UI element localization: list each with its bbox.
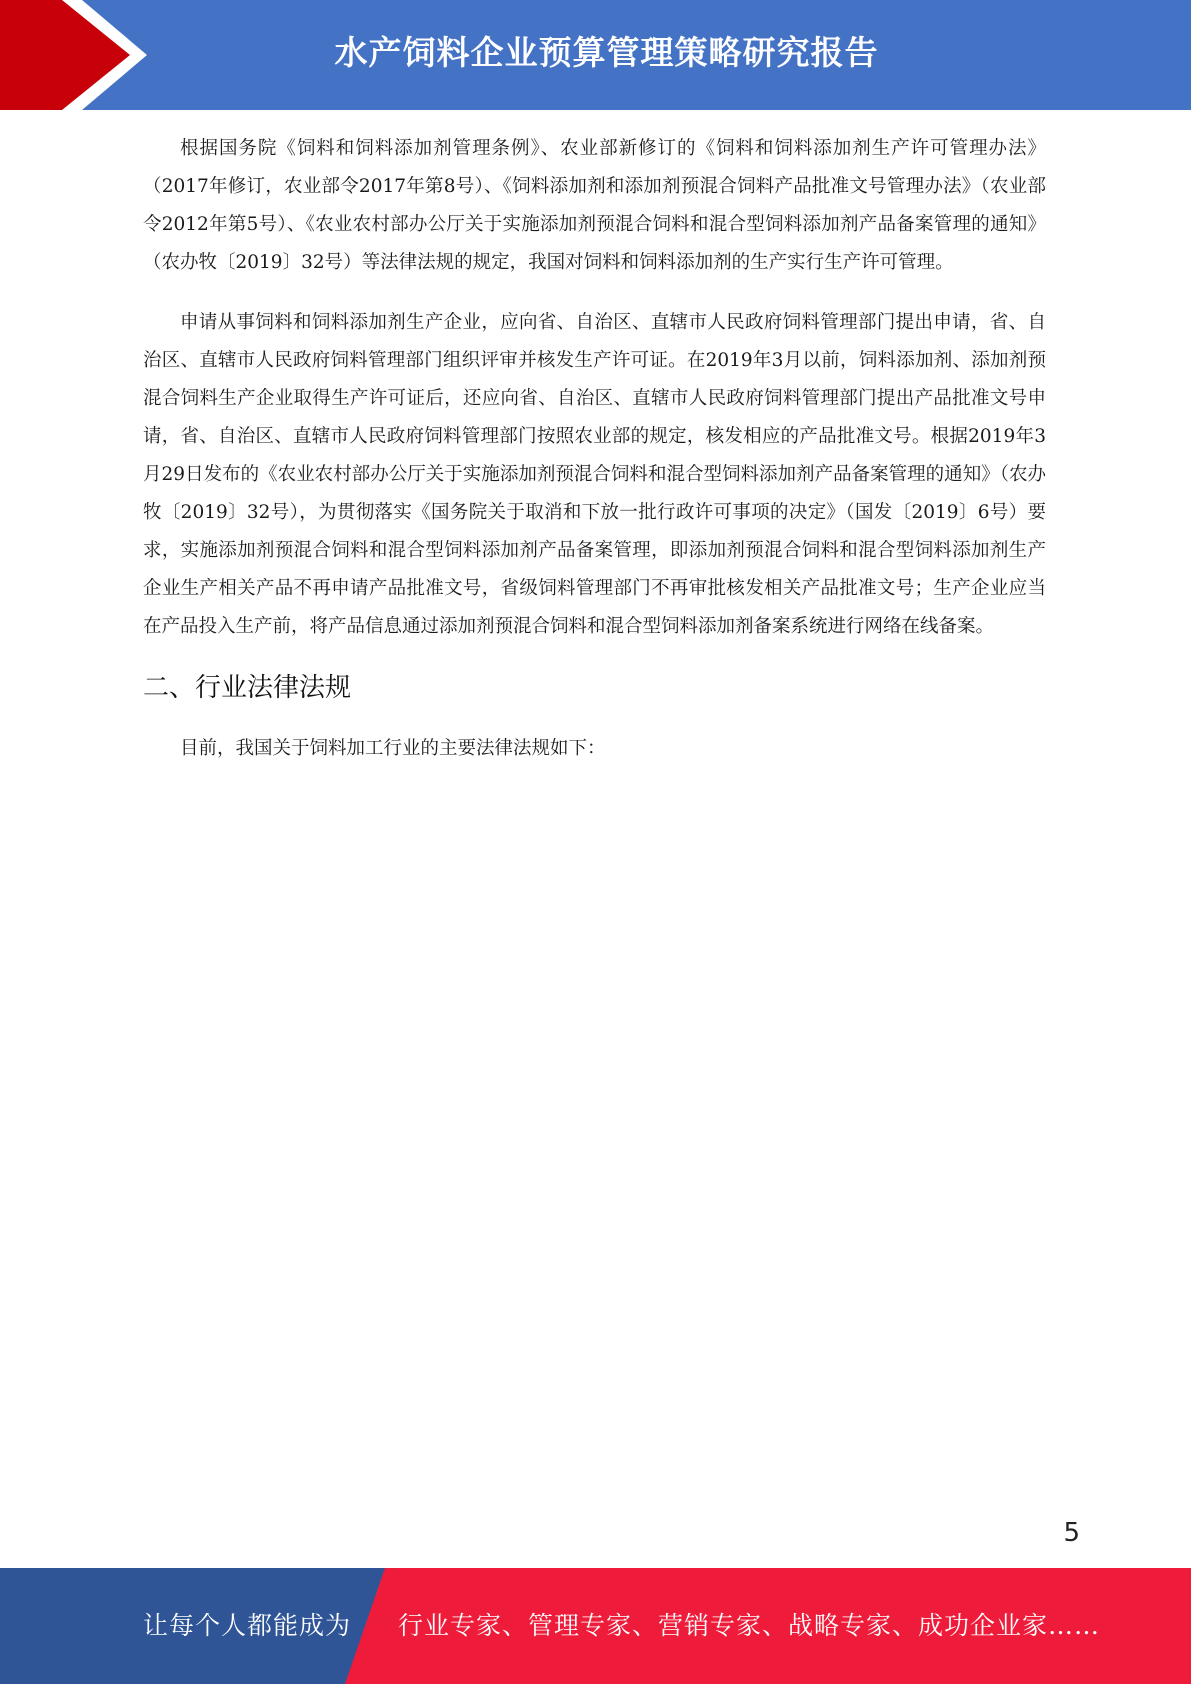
page-footer xyxy=(0,1568,1191,1684)
section-heading: 二、行业法律法规 xyxy=(143,673,352,703)
footer-slogan-left: 让每个人都能成为 xyxy=(143,1611,352,1640)
report-title: 水产饲料企业预算管理策略研究报告 xyxy=(334,33,879,72)
page-number: 5 xyxy=(1063,1518,1080,1548)
section-intro-paragraph: 目前，我国关于饲料加工行业的主要法律法规如下： xyxy=(180,738,606,759)
footer-slogan-right: 行业专家、管理专家、营销专家、战略专家、成功企业家…… xyxy=(398,1611,1101,1640)
page-header xyxy=(0,0,1191,110)
body-paragraph-2: 申请从事饲料和饲料添加剂生产企业，应向省、自治区、直辖市人民政府饲料管理部门提出申请，省、自治区、直辖市人民政府饲料管理部门组织评审并核发生产许可证。在2019年3月以前，饲料添加剂、添加剂预混合饲料生产企业取得生产许可证后，还应向省、自治区、直辖市人民政府饲料管理部门提出产品批准文号申请，省、自治区、直辖市人民政府饲料管理部门按照农业部的规定，核发相应的产品批准文号。根据2019年3月29日发布的《农业农村部办公厅关于实施添加剂预混合饲料和混合型饲料添加剂产品备案管理的通知》（农办牧〔2019〕32号），为贯彻落实《国务院关于取消和下放一批行政许可事项的决定》（国发〔2019〕6号）要求，实施添加剂预混合饲料和混合型饲料添加剂产品备案管理，即添加剂预混合饲料和混合型饲料添加剂生产企业生产相关产品不再申请产品批准文号，省级饲料管理部门不再审批核发相关产品批准文号；生产企业应当在产品投入生产前，将产品信息通过添加剂预混合饲料和混合型饲料添加剂备案系统进行网络在线备案。 xyxy=(143,312,1046,637)
body-paragraph-1: 根据国务院《饲料和饲料添加剂管理条例》、农业部新修订的《饲料和饲料添加剂生产许可管理办法》（2017年修订，农业部令2017年第8号）、《饲料添加剂和添加剂预混合饲料产品批准文号管理办法》（农业部令2012年第5号）、《农业农村部办公厅关于实施添加剂预混合饲料和混合型饲料添加剂产品备案管理的通知》（农办牧〔2019〕32号）等法律法规的规定，我国对饲料和饲料添加剂的生产实行生产许可管理。 xyxy=(143,138,1046,273)
page-content xyxy=(143,130,1046,768)
